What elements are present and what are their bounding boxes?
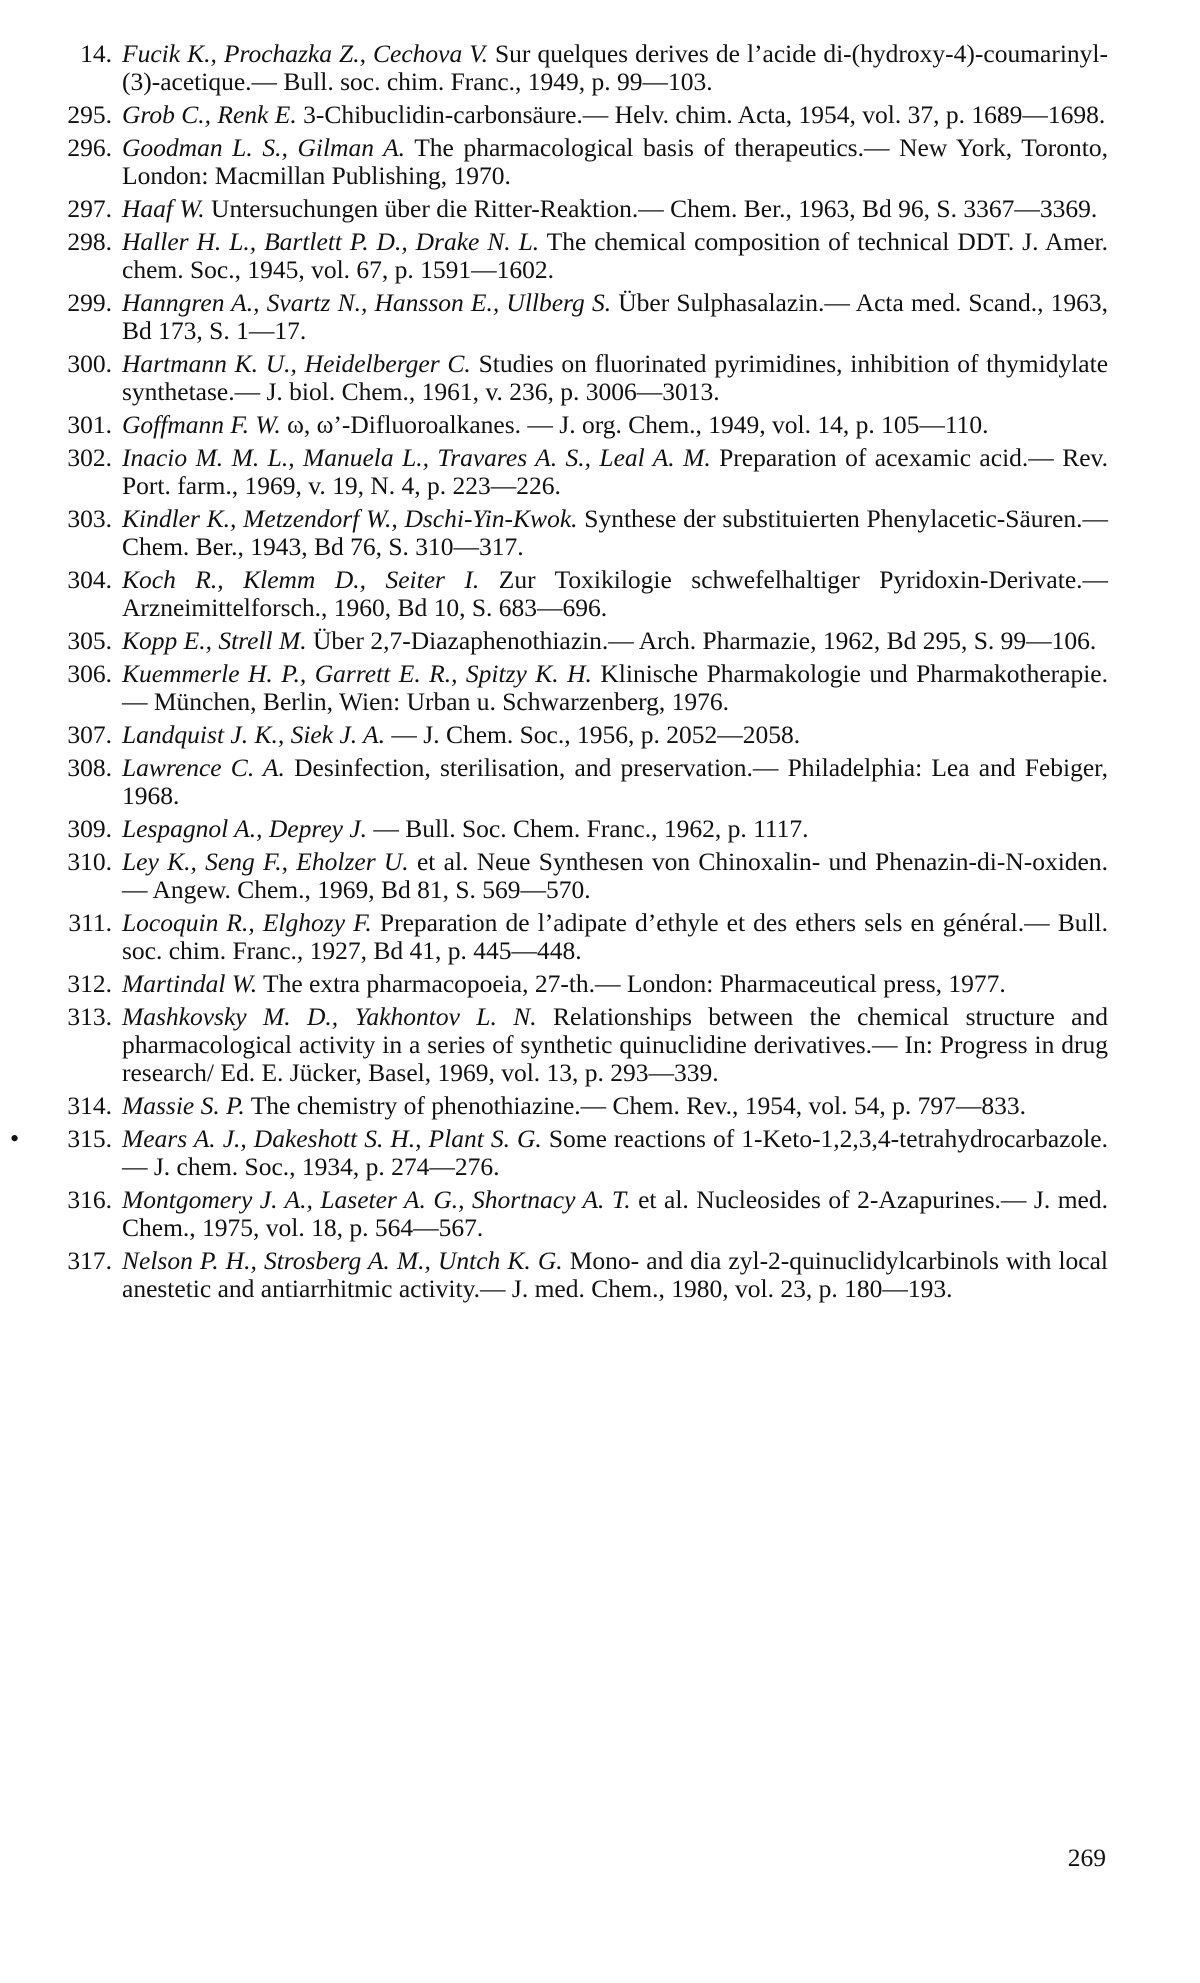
reference-number: 309.: [67, 814, 112, 843]
reference-body: [122, 815, 1108, 843]
reference-number: 296.: [67, 133, 112, 162]
reference-text: Some reactions of 1-Keto-1,2,3,4-tetrahydrocarbazole.— J. chem. Soc., 1934, p. 274—276.: [122, 1124, 1109, 1181]
reference-entry: [58, 1186, 1108, 1242]
reference-body: [122, 1003, 1108, 1087]
reference-body: [122, 627, 1108, 655]
reference-authors: Mashkovsky M. D., Yakhontov L. N.: [122, 1002, 537, 1031]
reference-entry: [58, 848, 1108, 904]
reference-text: et al. Nucleosides of 2-Azapurines.— J. med. Chem., 1975, vol. 18, p. 564—567.: [122, 1185, 1108, 1242]
reference-body: [122, 195, 1108, 223]
reference-text: Preparation of acexamic acid.— Rev. Port. farm., 1969, v. 19, N. 4, p. 223—226.: [122, 443, 1108, 500]
reference-number: 308.: [67, 753, 112, 782]
reference-text: 3-Chibuclidin-carbonsäure.— Helv. chim. Acta, 1954, vol. 37, p. 1689—1698.: [303, 100, 1106, 129]
reference-text: Untersuchungen über die Ritter-Reaktion.— Chem. Ber., 1963, Bd 96, S. 3367—3369.: [211, 194, 1098, 223]
reference-body: [122, 848, 1108, 904]
reference-text: Synthese der substituierten Phenylacetic-Säuren.— Chem. Ber., 1943, Bd 76, S. 310—317.: [122, 504, 1108, 561]
reference-entry: [58, 228, 1108, 284]
reference-entry: [58, 40, 1108, 96]
reference-entry: [58, 970, 1108, 998]
reference-entry: [58, 350, 1108, 406]
reference-entry: [58, 1003, 1108, 1087]
reference-number: 313.: [67, 1002, 112, 1031]
reference-body: [122, 754, 1108, 810]
reference-body: [122, 101, 1108, 129]
reference-body: [122, 660, 1108, 716]
reference-authors: Inacio M. M. L., Manuela L., Travares A. S., Leal A. M.: [122, 443, 711, 472]
page-number: 269: [1067, 1843, 1106, 1872]
reference-body: [122, 1247, 1108, 1303]
reference-entry: [58, 566, 1108, 622]
reference-number: 14.: [80, 39, 112, 68]
reference-text: Preparation de l’adipate d’ethyle et des ethers sels en général.— Bull. soc. chim. Franc., 1927, Bd 41, p. 445—448.: [122, 908, 1109, 965]
reference-body: [122, 721, 1108, 749]
reference-text: Klinische Pharmakologie und Pharmakotherapie.— München, Berlin, Wien: Urban u. Schwarzenberg, 1976.: [122, 659, 1108, 716]
reference-entry: [58, 134, 1108, 190]
reference-number: 304.: [67, 565, 112, 594]
reference-body: [122, 134, 1108, 190]
reference-authors: Lawrence C. A.: [122, 753, 285, 782]
reference-text: The chemical composition of technical DDT. J. Amer. chem. Soc., 1945, vol. 67, p. 1591—1602.: [122, 227, 1108, 284]
reference-text: — Bull. Soc. Chem. Franc., 1962, p. 1117.: [373, 814, 809, 843]
reference-authors: Hanngren A., Svartz N., Hansson E., Ullberg S.: [122, 288, 612, 317]
reference-authors: Nelson P. H., Strosberg A. M., Untch K. G.: [122, 1246, 563, 1275]
reference-number: 302.: [67, 443, 112, 472]
reference-text: Desinfection, sterilisation, and preservation.— Philadelphia: Lea and Febiger, 1968.: [122, 753, 1109, 810]
reference-body: [122, 444, 1108, 500]
reference-number: 316.: [67, 1185, 112, 1214]
reference-entry: [58, 411, 1108, 439]
reference-authors: Goffmann F. W.: [122, 410, 281, 439]
reference-authors: Grob C., Renk E.: [122, 100, 297, 129]
reference-body: [122, 350, 1108, 406]
reference-entry: [58, 1125, 1108, 1181]
reference-number: 312.: [67, 969, 112, 998]
reference-text: Über Sulphasalazin.— Acta med. Scand., 1963, Bd 173, S. 1—17.: [122, 288, 1108, 345]
reference-body: [122, 40, 1108, 96]
reference-text: Studies on fluorinated pyrimidines, inhibition of thymidylate synthetase.— J. biol. Chem., 1961, v. 236, p. 3006—3013.: [122, 349, 1109, 406]
reference-authors: Massie S. P.: [122, 1091, 245, 1120]
reference-authors: Koch R., Klemm D., Seiter I.: [122, 565, 480, 594]
reference-entry: [58, 101, 1108, 129]
reference-number: 297.: [67, 194, 112, 223]
reference-authors: Haller H. L., Bartlett P. D., Drake N. L.: [122, 227, 540, 256]
reference-body: [122, 505, 1108, 561]
reference-entry: [58, 195, 1108, 223]
reference-text: Über 2,7-Diazaphenothiazin.— Arch. Pharmazie, 1962, Bd 295, S. 99—106.: [313, 626, 1097, 655]
reference-text: — J. Chem. Soc., 1956, p. 2052—2058.: [391, 720, 801, 749]
reference-text: Zur Toxikilogie schwefelhaltiger Pyridoxin-Derivate.— Arzneimittelforsch., 1960, Bd 10, S. 683—696.: [122, 565, 1109, 622]
reference-number: 314.: [67, 1091, 112, 1120]
reference-authors: Kopp E., Strell M.: [122, 626, 307, 655]
reference-authors: Kindler K., Metzendorf W., Dschi-Yin-Kwok.: [122, 504, 578, 533]
reference-number: 311.: [68, 908, 112, 937]
reference-text: The extra pharmacopoeia, 27-th.— London: Pharmaceutical press, 1977.: [263, 969, 1006, 998]
reference-list: [58, 40, 1108, 1308]
reference-entry: [58, 1092, 1108, 1120]
reference-number: 317.: [67, 1246, 112, 1275]
reference-body: [122, 970, 1108, 998]
reference-authors: Lespagnol A., Deprey J.: [122, 814, 368, 843]
reference-number: 298.: [67, 227, 112, 256]
reference-number: 310.: [67, 847, 112, 876]
reference-body: [122, 289, 1108, 345]
reference-text: Mono- and dia zyl-2-quinuclidylcarbinols with local anestetic and antiarrhitmic activity.— J. med. Chem., 1980, vol. 23, p. 180—193.: [122, 1246, 1108, 1303]
reference-authors: Goodman L. S., Gilman A.: [122, 133, 406, 162]
reference-text: The chemistry of phenothiazine.— Chem. Rev., 1954, vol. 54, p. 797—833.: [250, 1091, 1026, 1120]
reference-number: 315.: [67, 1124, 112, 1153]
reference-number: 306.: [67, 659, 112, 688]
reference-authors: Hartmann K. U., Heidelberger C.: [122, 349, 471, 378]
reference-body: [122, 1186, 1108, 1242]
reference-authors: Kuemmerle H. P., Garrett E. R., Spitzy K. H.: [122, 659, 592, 688]
reference-body: [122, 909, 1108, 965]
reference-entry: [58, 721, 1108, 749]
reference-body: [122, 228, 1108, 284]
reference-body: [122, 566, 1108, 622]
reference-entry: [58, 815, 1108, 843]
reference-authors: Ley K., Seng F., Eholzer U.: [122, 847, 409, 876]
reference-text: Relationships between the chemical structure and pharmacological activity in a series of synthetic quinuclidine derivatives.— In: Progress in drug research/ Ed. E. Jücker, Basel, 1969, vol. 13, p. 293—339.: [122, 1002, 1109, 1087]
reference-authors: Fucik K., Prochazka Z., Cechova V.: [122, 39, 488, 68]
reference-authors: Martindal W.: [122, 969, 258, 998]
reference-number: 301.: [67, 410, 112, 439]
reference-text: ω, ω’-Difluoroalkanes. — J. org. Chem., 1949, vol. 14, p. 105—110.: [287, 410, 989, 439]
reference-entry: [58, 289, 1108, 345]
reference-entry: [58, 505, 1108, 561]
reference-entry: [58, 1247, 1108, 1303]
reference-authors: Landquist J. K., Siek J. A.: [122, 720, 386, 749]
reference-number: 300.: [67, 349, 112, 378]
reference-authors: Montgomery J. A., Laseter A. G., Shortnacy A. T.: [122, 1185, 631, 1214]
reference-number: 307.: [67, 720, 112, 749]
reference-body: [122, 411, 1108, 439]
reference-number: 299.: [67, 288, 112, 317]
reference-number: 303.: [67, 504, 112, 533]
reference-entry: [58, 909, 1108, 965]
reference-entry: [58, 444, 1108, 500]
reference-number: 295.: [67, 100, 112, 129]
reference-body: [122, 1092, 1108, 1120]
margin-bullet-mark: •: [10, 1124, 20, 1153]
reference-number: 305.: [67, 626, 112, 655]
reference-text: The pharmacological basis of therapeutics.— New York, Toronto, London: Macmillan Publishing, 1970.: [122, 133, 1109, 190]
reference-entry: [58, 660, 1108, 716]
reference-text: et al. Neue Synthesen von Chinoxalin- und Phenazin-di-N-oxiden.— Angew. Chem., 1969, Bd 81, S. 569—570.: [122, 847, 1109, 904]
reference-entry: [58, 627, 1108, 655]
reference-entry: [58, 754, 1108, 810]
reference-authors: Haaf W.: [122, 194, 205, 223]
reference-authors: Locoquin R., Elghozy F.: [122, 908, 372, 937]
reference-body: [122, 1125, 1108, 1181]
reference-authors: Mears A. J., Dakeshott S. H., Plant S. G.: [122, 1124, 542, 1153]
reference-text: Sur quelques derives de l’acide di-(hydroxy-4)-coumarinyl-(3)-acetique.— Bull. soc. chim. Franc., 1949, p. 99—103.: [122, 39, 1109, 96]
